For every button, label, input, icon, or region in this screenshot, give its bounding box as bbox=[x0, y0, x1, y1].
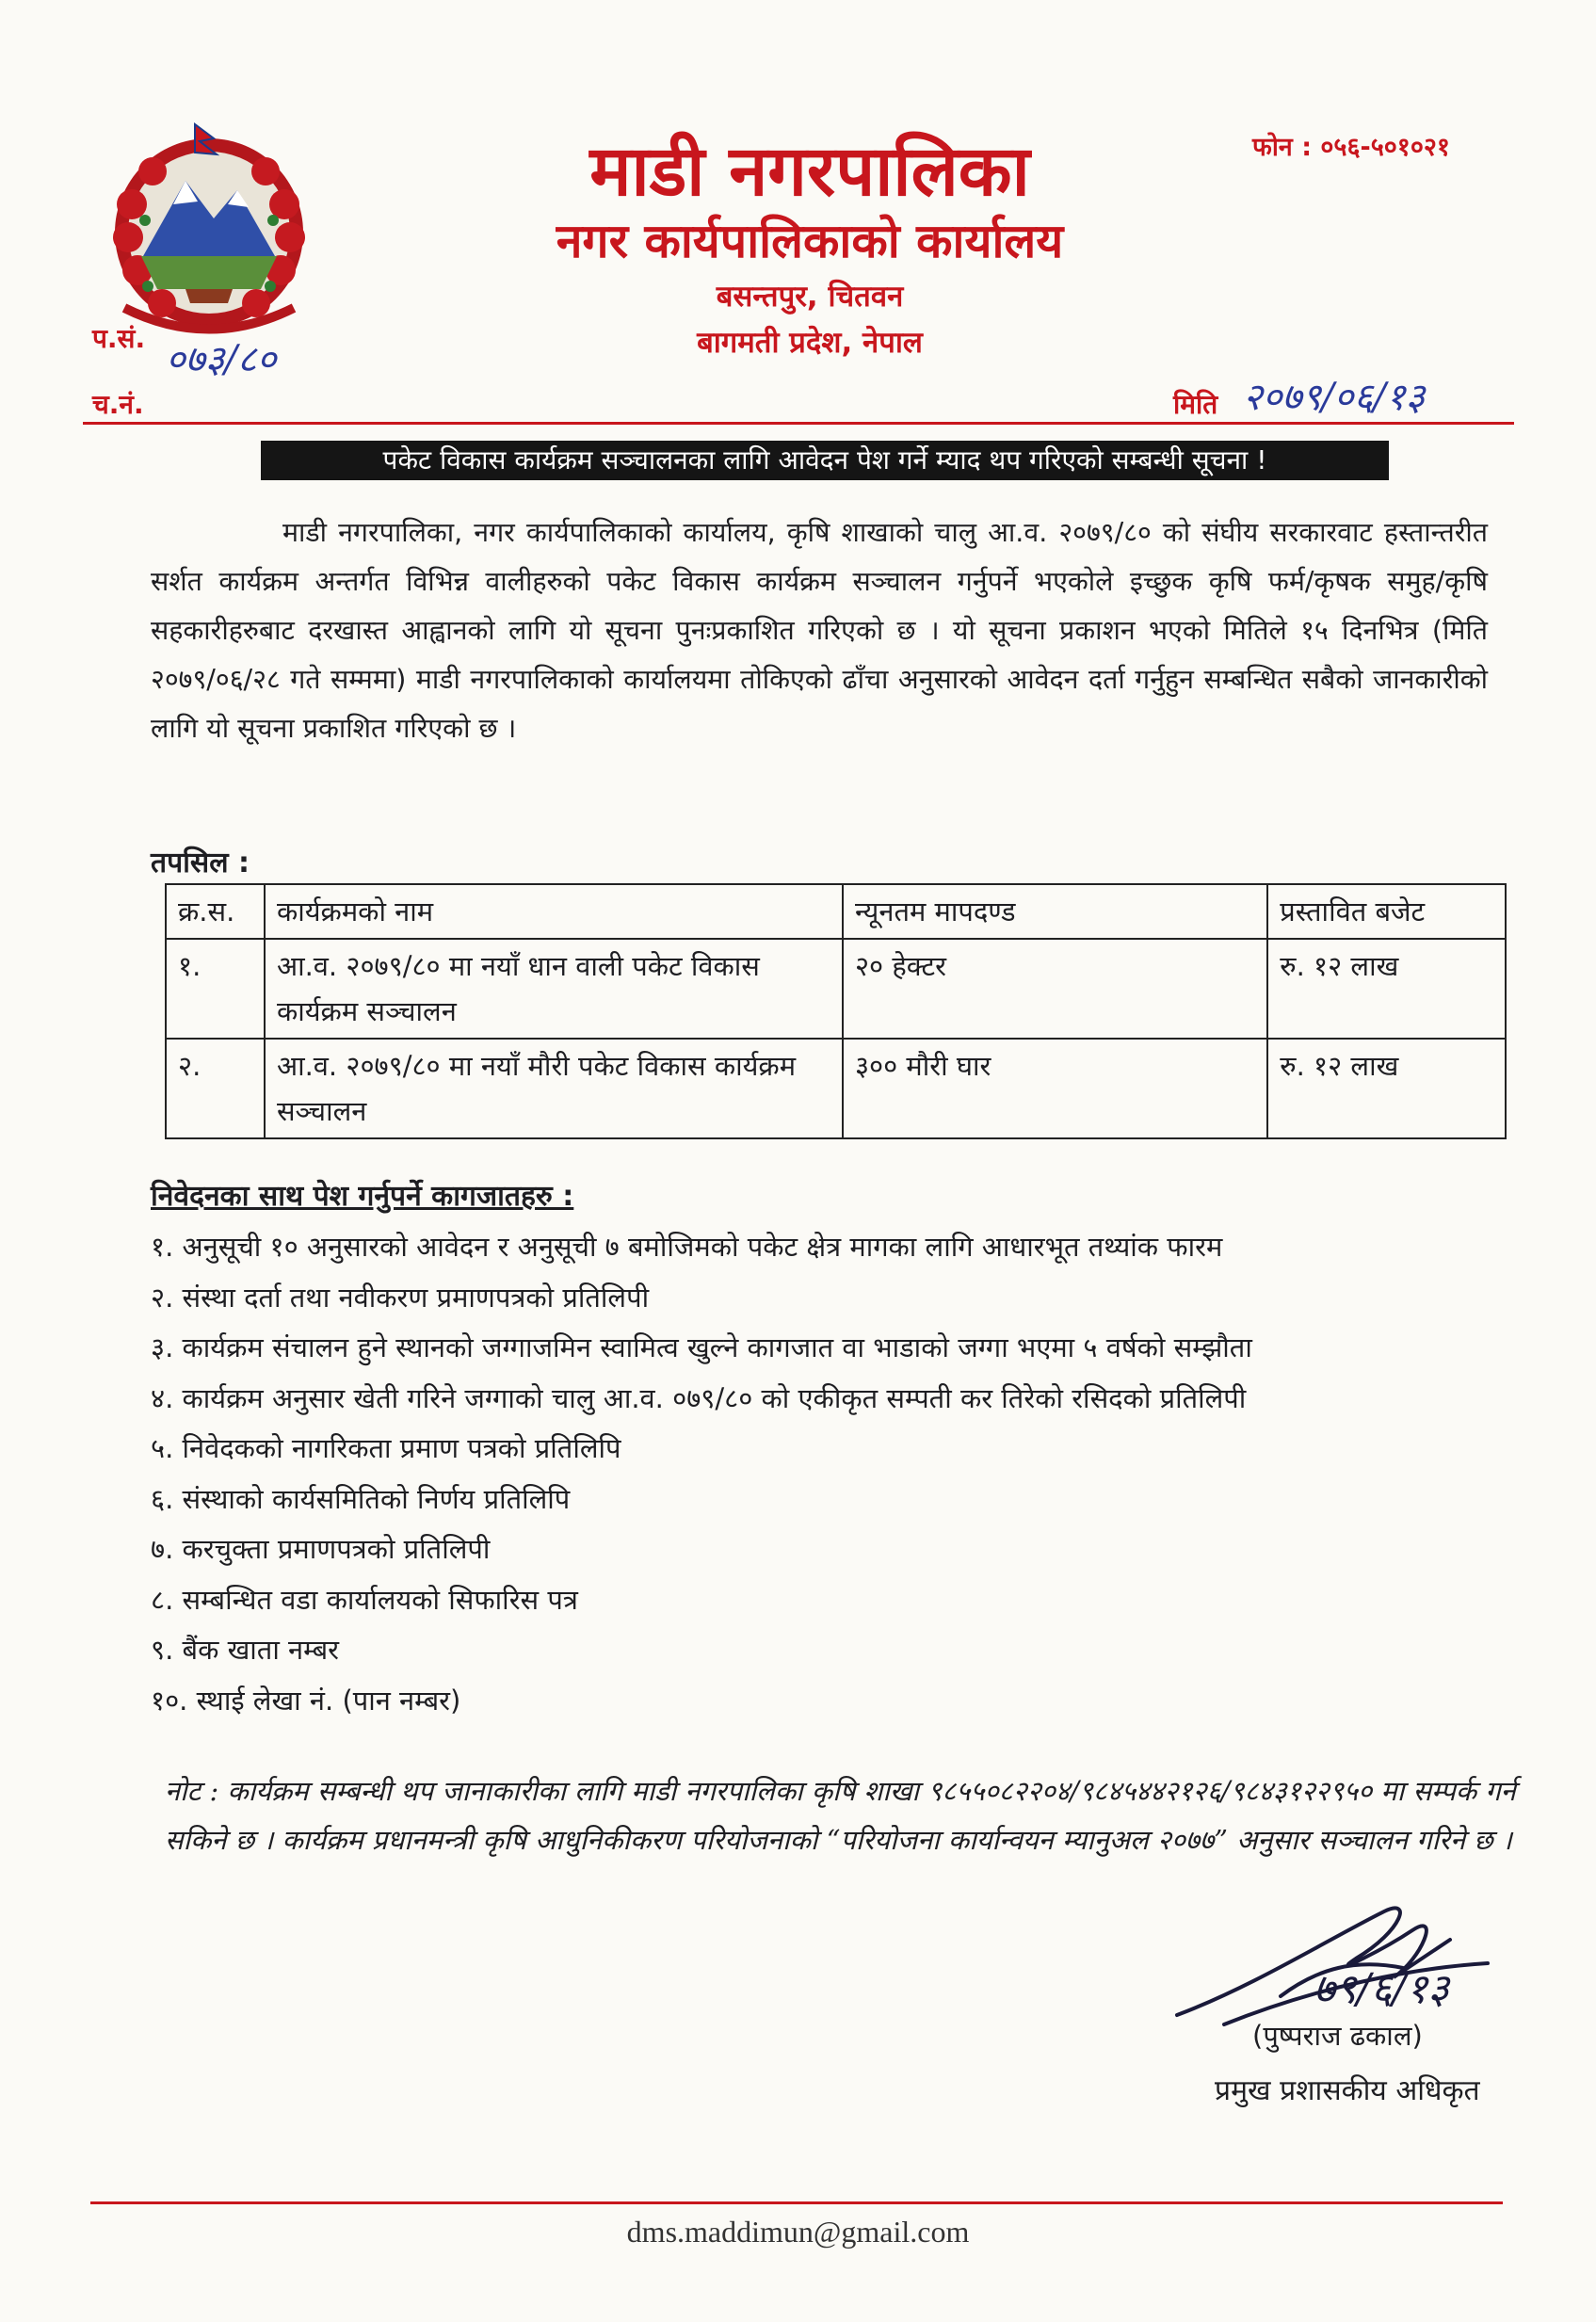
list-item: ७. करचुक्ता प्रमाणपत्रको प्रतिलिपी bbox=[151, 1533, 491, 1565]
row-budget: रु. १२ लाख bbox=[1267, 1039, 1506, 1138]
documents-list bbox=[151, 1222, 1525, 1726]
list-item: ४. कार्यक्रम अनुसार खेती गरिने जग्गाको चालु आ.व. ०७९/८० को एकीकृत सम्पती कर तिरेको रसिदको प्रतिलिपी bbox=[151, 1381, 1247, 1414]
ref-number-value: ०७३/८० bbox=[166, 338, 277, 381]
footer-divider bbox=[90, 2201, 1503, 2204]
nepal-emblem-icon bbox=[96, 115, 322, 341]
row-program-name: आ.व. २०७९/८० मा नयाँ मौरी पकेट विकास कार्यक्रम सञ्चालन bbox=[265, 1039, 843, 1138]
program-table bbox=[165, 883, 1507, 1139]
address-line-2: बागमती प्रदेश, नेपाल bbox=[697, 326, 923, 360]
list-item: ५. निवेदकको नागरिकता प्रमाण पत्रको प्रतिलिपि bbox=[151, 1432, 621, 1464]
row-sn: २. bbox=[166, 1039, 265, 1138]
footer-email: dms.maddimun@gmail.com bbox=[626, 2215, 970, 2249]
details-heading: तपसिल : bbox=[151, 847, 250, 879]
table-row bbox=[166, 939, 1506, 1039]
date-value: २०७९/०६/१३ bbox=[1243, 376, 1426, 419]
signature-date: ७९/६/१३ bbox=[1314, 1965, 1450, 2013]
signatory-name: (पुष्पराज ढकाल) bbox=[1252, 2020, 1423, 2052]
header-divider bbox=[83, 422, 1514, 425]
dispatch-number-label: च.नं. bbox=[92, 389, 144, 420]
date-label: मिति bbox=[1173, 389, 1218, 420]
notice-body-paragraph: माडी नगरपालिका, नगर कार्यपालिकाको कार्यालय, कृषि शाखाको चालु आ.व. २०७९/८० को संघीय सरकारवाट हस्तान्तरीत सर्शत कार्यक्रम अन्तर्गत विभिन्न वालीहरुको पकेट विकास कार्यक्रम सञ्चालन गर्नुपर्ने भएकोले इच्छुक कृषि फर्म/कृषक समुह/कृषि सहकारीहरुबाट दरखास्त आह्वानको लागि यो सूचना पुनःप्रकाशित गरिएको छ । यो सूचना प्रकाशन भएको मितिले १५ दिनभित्र (मिति २०७९/०६/२८ गते सम्ममा) माडी नगरपालिकाको कार्यालयमा तोकिएको ढाँचा अनुसारको आवेदन दर्ता गर्नुहुन सम्बन्धित सबैको जानकारीको लागि यो सूचना प्रकाशित गरिएको छ । bbox=[151, 517, 1488, 744]
row-criteria: २० हेक्टर bbox=[843, 939, 1267, 1039]
list-item: ६. संस्थाको कार्यसमितिको निर्णय प्रतिलिपि bbox=[151, 1482, 571, 1515]
phone-number: फोन : ०५६-५०१०२१ bbox=[1252, 133, 1450, 162]
header-program-name: कार्यक्रमको नाम bbox=[265, 884, 843, 939]
row-criteria: ३०० मौरी घार bbox=[843, 1039, 1267, 1138]
table-row bbox=[166, 1039, 1506, 1138]
ref-number-label: प.सं. bbox=[92, 323, 146, 354]
list-item: १. अनुसूची १० अनुसारको आवेदन र अनुसूची ७ बमोजिमको पकेट क्षेत्र मागका लागि आधारभूत तथ्यांक फारम bbox=[151, 1231, 1223, 1263]
row-budget: रु. १२ लाख bbox=[1267, 939, 1506, 1039]
header-proposed-budget: प्रस्तावित बजेट bbox=[1267, 884, 1506, 939]
municipality-title: माडी नगरपालिका bbox=[589, 131, 1030, 212]
list-item: ८. सम्बन्धित वडा कार्यालयको सिफारिस पत्र bbox=[151, 1583, 578, 1616]
address-line-1: बसन्तपुर, चितवन bbox=[716, 280, 904, 314]
header-min-criteria: न्यूनतम मापदण्ड bbox=[843, 884, 1267, 939]
list-item: १०. स्थाई लेखा नं. (पान नम्बर) bbox=[151, 1684, 461, 1717]
row-sn: १. bbox=[166, 939, 265, 1039]
list-item: २. संस्था दर्ता तथा नवीकरण प्रमाणपत्रको प्रतिलिपी bbox=[151, 1281, 650, 1314]
note-paragraph: नोट : कार्यक्रम सम्बन्धी थप जानाकारीका लागि माडी नगरपालिका कृषि शाखा ९८५५०८२२०४/९८४५४४२१२६/९८४३१२२९५० मा सम्पर्क गर्न सकिने छ । कार्यक्रम प्रधानमन्त्री कृषि आधुनिकीकरण परियोजनाको “परियोजना कार्यान्वयन म्यानुअल २०७७” अनुसार सञ्चालन गरिने छ । bbox=[165, 1775, 1516, 1856]
signatory-designation: प्रमुख प्रशासकीय अधिकृत bbox=[1215, 2074, 1480, 2107]
documents-heading: निवेदनका साथ पेश गर्नुपर्ने कागजातहरु : bbox=[151, 1180, 574, 1213]
office-subtitle: नगर कार्यपालिकाको कार्यालय bbox=[556, 214, 1064, 268]
list-item: ३. कार्यक्रम संचालन हुने स्थानको जग्गाजमिन स्वामित्व खुल्ने कागजात वा भाडाको जग्गा भएमा ५ वर्षको सम्झौता bbox=[151, 1331, 1252, 1363]
header-sn: क्र.स. bbox=[166, 884, 265, 939]
row-program-name: आ.व. २०७९/८० मा नयाँ धान वाली पकेट विकास कार्यक्रम सञ्चालन bbox=[265, 939, 843, 1039]
table-header-row bbox=[166, 884, 1506, 939]
notice-title-banner: पकेट विकास कार्यक्रम सञ्चालनका लागि आवेदन पेश गर्ने म्याद थप गरिएको सम्बन्धी सूचना ! bbox=[261, 441, 1389, 480]
list-item: ९. बैंक खाता नम्बर bbox=[151, 1634, 339, 1666]
